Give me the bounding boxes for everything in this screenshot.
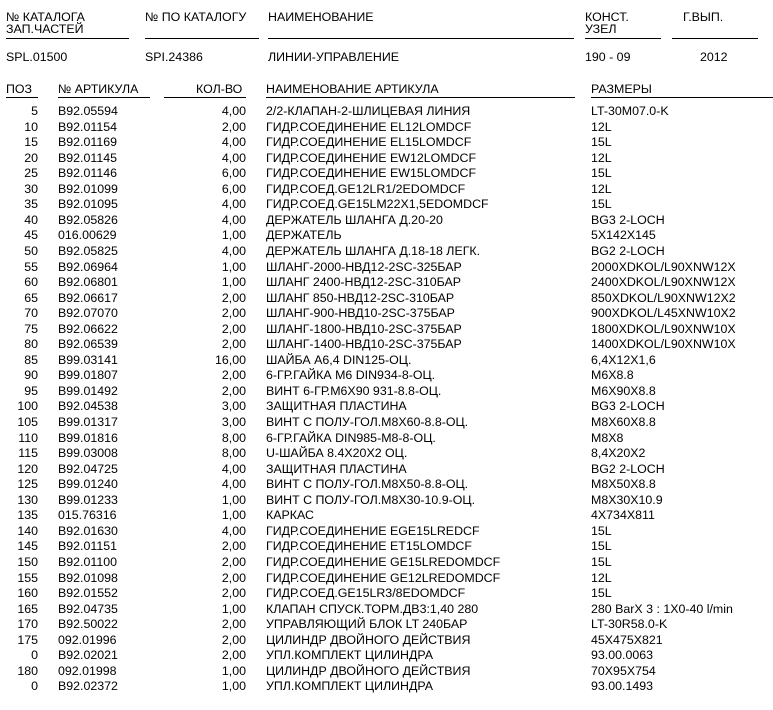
row-dimensions: 4X734X811 xyxy=(591,509,655,523)
row-position: 155 xyxy=(17,570,38,585)
row-dimensions: 2000XDKOL/L90XNW12X xyxy=(591,260,736,274)
row-dimensions: 15L xyxy=(591,198,612,212)
row-dimensions: 15L xyxy=(591,540,612,554)
row-article-number: B99.01240 xyxy=(58,477,118,492)
table-row xyxy=(0,369,773,385)
table-row xyxy=(0,307,773,323)
catalog-label-underline xyxy=(6,38,129,39)
row-item-name: U-ШАЙБА 8.4Х20Х2 ОЦ. xyxy=(266,446,408,461)
row-dimensions: 8,4X20X2 xyxy=(591,447,646,461)
row-quantity: 2,00 xyxy=(221,632,246,647)
row-article-number: B92.01145 xyxy=(58,150,118,165)
table-row xyxy=(0,447,773,463)
row-quantity: 1,00 xyxy=(221,228,246,243)
row-article-number: B99.03141 xyxy=(58,352,118,367)
row-position: 25 xyxy=(24,166,38,181)
row-article-number: B99.01816 xyxy=(58,430,118,445)
row-quantity: 2,00 xyxy=(221,337,246,352)
row-position: 115 xyxy=(18,446,38,461)
table-row xyxy=(0,572,773,588)
row-position: 135 xyxy=(17,508,38,523)
row-article-number: B92.01552 xyxy=(58,586,118,601)
row-item-name: ЗАЩИТНАЯ ПЛАСТИНА xyxy=(266,399,407,414)
row-position: 75 xyxy=(24,321,38,336)
row-dimensions: 12L xyxy=(591,571,612,585)
row-dimensions: M8X60X8.8 xyxy=(591,416,656,429)
table-row xyxy=(0,400,773,416)
row-position: 80 xyxy=(24,337,38,352)
row-article-number: 016.00629 xyxy=(58,228,117,243)
row-item-name: ГИДР.СОЕД.GE12LR1/2EDOMDCF xyxy=(266,181,466,196)
row-article-number: B92.04725 xyxy=(58,461,118,476)
row-article-number: B92.05826 xyxy=(58,212,118,227)
row-dimensions: M8X8 xyxy=(591,431,624,445)
row-item-name: ГИДР.СОЕДИНЕНИЕ GE12LREDOMDCF xyxy=(266,570,501,585)
row-item-name: ГИДР.СОЕДИНЕНИЕ ET15LOMDCF xyxy=(266,539,472,554)
row-dimensions: 15L xyxy=(591,167,612,181)
row-item-name: ГИДР.СОЕДИНЕНИЕ EL15LOMDCF xyxy=(266,135,472,150)
row-quantity: 2,00 xyxy=(221,539,246,554)
table-row xyxy=(0,198,773,214)
row-item-name: УПЛ.КОМПЛЕКТ ЦИЛИНДРА xyxy=(266,679,434,694)
row-article-number: B92.06801 xyxy=(58,275,118,290)
parts-table xyxy=(0,105,773,710)
table-row xyxy=(0,354,773,370)
table-row xyxy=(0,540,773,556)
row-position: 0 xyxy=(31,648,38,663)
row-position: 0 xyxy=(31,679,38,694)
row-article-number: B92.04735 xyxy=(58,601,118,616)
row-quantity: 2,00 xyxy=(221,586,246,601)
row-quantity: 4,00 xyxy=(221,477,246,492)
row-article-number: B99.01233 xyxy=(58,492,118,507)
row-item-name: 2/2-КЛАПАН-2-ШЛИЦЕВАЯ ЛИНИЯ xyxy=(266,104,471,118)
row-quantity: 4,00 xyxy=(221,197,246,212)
table-row xyxy=(0,323,773,339)
catalog-value: SPL.01500 xyxy=(6,50,68,64)
row-item-name: УПРАВЛЯЮЩИЙ БЛОК LT 240БАР xyxy=(266,617,468,632)
row-article-number: B99.01317 xyxy=(58,415,118,429)
table-row xyxy=(0,525,773,541)
table-row xyxy=(0,136,773,152)
row-dimensions: 900XDKOL/L45XNW10X2 xyxy=(591,307,736,321)
row-quantity: 1,00 xyxy=(221,275,246,290)
unit-label-line1: КОНСТ. xyxy=(585,10,629,24)
row-article-number: B92.01095 xyxy=(58,197,118,212)
column-header-qty: КОЛ-ВО xyxy=(196,82,243,96)
row-position: 40 xyxy=(24,212,38,227)
catalog-label-line2: ЗАП.ЧАСТЕЙ xyxy=(6,22,84,36)
row-dimensions: 280 BarX 3 : 1X0-40 l/min xyxy=(591,602,733,616)
table-row xyxy=(0,385,773,401)
name-label-underline xyxy=(268,38,574,39)
row-article-number: 015.76316 xyxy=(58,508,117,523)
row-dimensions: 12L xyxy=(591,182,612,196)
table-row xyxy=(0,509,773,525)
column-header-name: НАИМЕНОВАНИЕ АРТИКУЛА xyxy=(266,82,439,96)
row-position: 30 xyxy=(24,181,38,196)
row-article-number: B92.01154 xyxy=(58,119,118,134)
row-quantity: 2,00 xyxy=(221,648,246,663)
row-quantity: 4,00 xyxy=(221,212,246,227)
row-quantity: 4,00 xyxy=(221,104,246,118)
row-dimensions: 15L xyxy=(591,524,612,538)
row-dimensions: 15L xyxy=(591,587,612,601)
row-article-number: B92.05594 xyxy=(58,104,118,118)
year-label: Г.ВЫП. xyxy=(683,10,724,24)
row-quantity: 1,00 xyxy=(221,259,246,274)
table-row xyxy=(0,634,773,650)
row-item-name: ДЕРЖАТЕЛЬ ШЛАНГА Д.20-20 xyxy=(266,212,443,227)
row-quantity: 6,00 xyxy=(221,166,246,181)
row-article-number: B92.01146 xyxy=(58,166,118,181)
row-quantity: 8,00 xyxy=(221,446,246,461)
name-value: ЛИНИИ-УПРАВЛЕНИЕ xyxy=(268,50,400,64)
row-dimensions: 15L xyxy=(591,136,612,150)
row-position: 70 xyxy=(24,306,38,321)
row-item-name: ДЕРЖАТЕЛЬ ШЛАНГА Д.18-18 ЛЕГК. xyxy=(266,243,481,258)
column-header-qty-underline xyxy=(164,97,246,98)
row-quantity: 2,00 xyxy=(221,554,246,569)
row-dimensions: 2400XDKOL/L90XNW12X xyxy=(591,276,736,290)
row-position: 10 xyxy=(24,119,38,134)
row-quantity: 2,00 xyxy=(221,383,246,398)
table-row xyxy=(0,183,773,199)
row-position: 85 xyxy=(24,352,38,367)
row-dimensions: 12L xyxy=(591,151,612,165)
name-label: НАИМЕНОВАНИЕ xyxy=(268,10,374,24)
row-quantity: 2,00 xyxy=(221,617,246,632)
row-article-number: B99.03008 xyxy=(58,446,118,461)
row-dimensions: 70X95X754 xyxy=(591,664,656,678)
row-position: 60 xyxy=(24,275,38,290)
table-row xyxy=(0,556,773,572)
table-row xyxy=(0,167,773,183)
row-item-name: ШЛАНГ-1800-НВД10-2SC-375БАР xyxy=(266,321,462,336)
row-position: 90 xyxy=(24,368,38,383)
row-article-number: B92.01099 xyxy=(58,181,118,196)
row-dimensions: M6X90X8.8 xyxy=(591,384,656,398)
year-value: 2012 xyxy=(700,50,728,64)
row-quantity: 4,00 xyxy=(221,461,246,476)
table-row xyxy=(0,463,773,479)
column-header-article-underline xyxy=(58,97,150,98)
row-item-name: ШЛАНГ 850-НВД12-2SC-310БАР xyxy=(266,290,455,305)
unit-label-line2: УЗЕЛ xyxy=(585,22,617,36)
row-item-name: ШЛАНГ 2400-НВД12-2SC-310БАР xyxy=(266,275,462,290)
column-header-article: № АРТИКУЛА xyxy=(58,82,139,96)
row-position: 170 xyxy=(17,617,38,632)
row-article-number: B92.01100 xyxy=(58,554,118,569)
row-quantity: 1,00 xyxy=(221,492,246,507)
row-dimensions: 15L xyxy=(591,555,612,569)
column-header-size-underline xyxy=(591,97,773,98)
column-header-pos-underline xyxy=(6,97,38,98)
row-quantity: 2,00 xyxy=(221,570,246,585)
row-item-name: ГИДР.СОЕДИНЕНИЕ EGE15LREDCF xyxy=(266,523,480,538)
row-quantity: 16,00 xyxy=(214,352,246,367)
row-article-number: B92.06622 xyxy=(58,321,118,336)
row-item-name: ВИНТ С ПОЛУ-ГОЛ.М8Х30-10.9-ОЦ. xyxy=(266,492,476,507)
row-position: 160 xyxy=(17,586,38,601)
row-dimensions: 93.00.0063 xyxy=(591,649,654,663)
row-item-name: КЛАПАН СПУСК.ТОРМ.ДВ3:1,40 280 xyxy=(266,601,479,616)
row-quantity: 4,00 xyxy=(221,523,246,538)
row-position: 140 xyxy=(17,523,38,538)
row-item-name: ЗАЩИТНАЯ ПЛАСТИНА xyxy=(266,461,407,476)
row-article-number: B92.50022 xyxy=(58,617,118,632)
row-item-name: ВИНТ 6-ГР.М6Х90 931-8.8-ОЦ. xyxy=(266,383,442,398)
row-position: 15 xyxy=(24,135,38,150)
row-article-number: 092.01998 xyxy=(58,663,117,678)
table-row xyxy=(0,649,773,665)
row-dimensions: 12L xyxy=(591,120,612,134)
row-dimensions: 850XDKOL/L90XNW12X2 xyxy=(591,291,736,305)
row-quantity: 6,00 xyxy=(221,181,246,196)
row-article-number: B92.01630 xyxy=(58,523,118,538)
row-position: 45 xyxy=(24,228,38,243)
row-position: 95 xyxy=(24,383,38,398)
row-quantity: 4,00 xyxy=(221,243,246,258)
row-item-name: ВИНТ С ПОЛУ-ГОЛ.М8Х60-8.8-ОЦ. xyxy=(266,415,469,429)
row-article-number: B99.01492 xyxy=(58,383,118,398)
row-position: 125 xyxy=(17,477,38,492)
row-item-name: КАРКАС xyxy=(266,508,314,523)
row-dimensions: LT-30R58.0-K xyxy=(591,618,668,632)
catalog-number-underline xyxy=(145,38,259,39)
column-header-size: РАЗМЕРЫ xyxy=(591,82,652,96)
row-article-number: B92.07070 xyxy=(58,306,118,321)
row-dimensions: LT-30M07.0-K xyxy=(591,105,669,118)
catalog-number-label: № ПО КАТАЛОГУ xyxy=(145,10,247,24)
row-quantity: 1,00 xyxy=(221,679,246,694)
row-article-number: B92.06964 xyxy=(58,259,118,274)
table-row xyxy=(0,665,773,681)
row-item-name: ГИДР.СОЕДИНЕНИЕ EW12LOMDCF xyxy=(266,150,477,165)
catalog-label-line1: № КАТАЛОГА xyxy=(6,10,85,24)
row-dimensions: 45X475X821 xyxy=(591,633,663,647)
row-quantity: 1,00 xyxy=(221,663,246,678)
row-article-number: B92.04538 xyxy=(58,399,118,414)
row-item-name: ЦИЛИНДР ДВОЙНОГО ДЕЙСТВИЯ xyxy=(266,663,471,678)
row-quantity: 1,00 xyxy=(221,601,246,616)
unit-label-underline xyxy=(585,38,661,39)
row-quantity: 2,00 xyxy=(221,368,246,383)
table-row xyxy=(0,229,773,245)
table-row xyxy=(0,494,773,510)
row-item-name: ГИДР.СОЕД.GE15LM22X1,5EDOMDCF xyxy=(266,197,489,212)
row-quantity: 3,00 xyxy=(221,415,246,429)
row-article-number: B99.01807 xyxy=(58,368,118,383)
table-row xyxy=(0,587,773,603)
row-position: 120 xyxy=(17,461,38,476)
table-row xyxy=(0,680,773,696)
row-item-name: ШЛАНГ-900-НВД10-2SC-375БАР xyxy=(266,306,455,321)
row-dimensions: 1800XDKOL/L90XNW10X xyxy=(591,322,736,336)
row-quantity: 2,00 xyxy=(221,306,246,321)
table-row xyxy=(0,261,773,277)
table-row xyxy=(0,432,773,448)
row-article-number: B92.01151 xyxy=(58,539,118,554)
table-row xyxy=(0,338,773,354)
row-item-name: ШЛАНГ-1400-НВД10-2SC-375БАР xyxy=(266,337,462,352)
row-quantity: 3,00 xyxy=(221,399,246,414)
table-row xyxy=(0,478,773,494)
row-article-number: B92.02021 xyxy=(58,648,118,663)
row-quantity: 4,00 xyxy=(221,135,246,150)
row-article-number: B92.06539 xyxy=(58,337,118,352)
row-position: 175 xyxy=(17,632,38,647)
row-position: 100 xyxy=(17,399,38,414)
row-position: 105 xyxy=(17,415,38,429)
row-position: 50 xyxy=(24,243,38,258)
row-quantity: 2,00 xyxy=(221,119,246,134)
row-position: 65 xyxy=(24,290,38,305)
row-position: 35 xyxy=(24,197,38,212)
row-quantity: 1,00 xyxy=(221,508,246,523)
row-position: 150 xyxy=(17,554,38,569)
table-row xyxy=(0,292,773,308)
row-position: 165 xyxy=(17,601,38,616)
table-row xyxy=(0,105,773,121)
row-item-name: УПЛ.КОМПЛЕКТ ЦИЛИНДРА xyxy=(266,648,434,663)
row-quantity: 8,00 xyxy=(221,430,246,445)
row-article-number: B92.05825 xyxy=(58,243,118,258)
row-dimensions: BG3 2-LOCH xyxy=(591,400,665,414)
row-article-number: B92.01169 xyxy=(58,135,118,150)
row-article-number: B92.02372 xyxy=(58,679,118,694)
row-dimensions: 6,4X12X1,6 xyxy=(591,353,656,367)
row-item-name: ДЕРЖАТЕЛЬ xyxy=(266,228,342,243)
row-dimensions: BG2 2-LOCH xyxy=(591,244,665,258)
row-quantity: 2,00 xyxy=(221,290,246,305)
row-item-name: ГИДР.СОЕДИНЕНИЕ GE15LREDOMDCF xyxy=(266,554,501,569)
row-dimensions: 93.00.1493 xyxy=(591,680,654,694)
row-item-name: ГИДР.СОЕД.GE15LR3/8EDOMDCF xyxy=(266,586,466,601)
table-row xyxy=(0,121,773,137)
row-dimensions: BG2 2-LOCH xyxy=(591,462,665,476)
row-item-name: ШЛАНГ-2000-НВД12-2SC-325БАР xyxy=(266,259,462,274)
row-item-name: 6-ГР.ГАЙКА М6 DIN934-8-ОЦ. xyxy=(266,368,436,383)
row-position: 5 xyxy=(31,104,38,118)
row-item-name: ГИДР.СОЕДИНЕНИЕ EW15LOMDCF xyxy=(266,166,477,181)
table-row xyxy=(0,214,773,230)
row-position: 110 xyxy=(18,430,38,445)
table-row xyxy=(0,276,773,292)
row-dimensions: BG3 2-LOCH xyxy=(591,213,665,227)
row-position: 180 xyxy=(17,663,38,678)
row-dimensions: M6X8.8 xyxy=(591,369,634,383)
row-quantity: 4,00 xyxy=(221,150,246,165)
row-item-name: ВИНТ С ПОЛУ-ГОЛ.М8Х50-8.8-ОЦ. xyxy=(266,477,469,492)
row-dimensions: 1400XDKOL/L90XNW10X xyxy=(591,338,736,352)
row-article-number: 092.01996 xyxy=(58,632,117,647)
row-dimensions: M8X30X10.9 xyxy=(591,493,663,507)
row-article-number: B92.01098 xyxy=(58,570,118,585)
table-row xyxy=(0,603,773,619)
row-dimensions: 5X142X145 xyxy=(591,229,656,243)
row-item-name: ГИДР.СОЕДИНЕНИЕ EL12LOMDCF xyxy=(266,119,472,134)
table-row xyxy=(0,618,773,634)
row-position: 130 xyxy=(17,492,38,507)
row-position: 145 xyxy=(17,539,38,554)
row-dimensions: M8X50X8.8 xyxy=(591,478,656,492)
row-item-name: 6-ГР.ГАЙКА DIN985-M8-8-ОЦ. xyxy=(266,430,436,445)
catalog-number-value: SPI.24386 xyxy=(145,50,203,64)
row-article-number: B92.06617 xyxy=(58,290,118,305)
column-header-pos: ПОЗ xyxy=(6,82,33,96)
unit-value: 190 - 09 xyxy=(585,50,631,64)
table-row xyxy=(0,416,773,432)
row-position: 20 xyxy=(24,150,38,165)
table-row xyxy=(0,245,773,261)
row-quantity: 2,00 xyxy=(221,321,246,336)
row-position: 55 xyxy=(24,259,38,274)
table-row xyxy=(0,152,773,168)
column-header-name-underline xyxy=(266,97,575,98)
row-item-name: ШАЙБА А6,4 DIN125-ОЦ. xyxy=(266,352,412,367)
row-item-name: ЦИЛИНДР ДВОЙНОГО ДЕЙСТВИЯ xyxy=(266,632,471,647)
year-label-underline xyxy=(672,38,758,39)
